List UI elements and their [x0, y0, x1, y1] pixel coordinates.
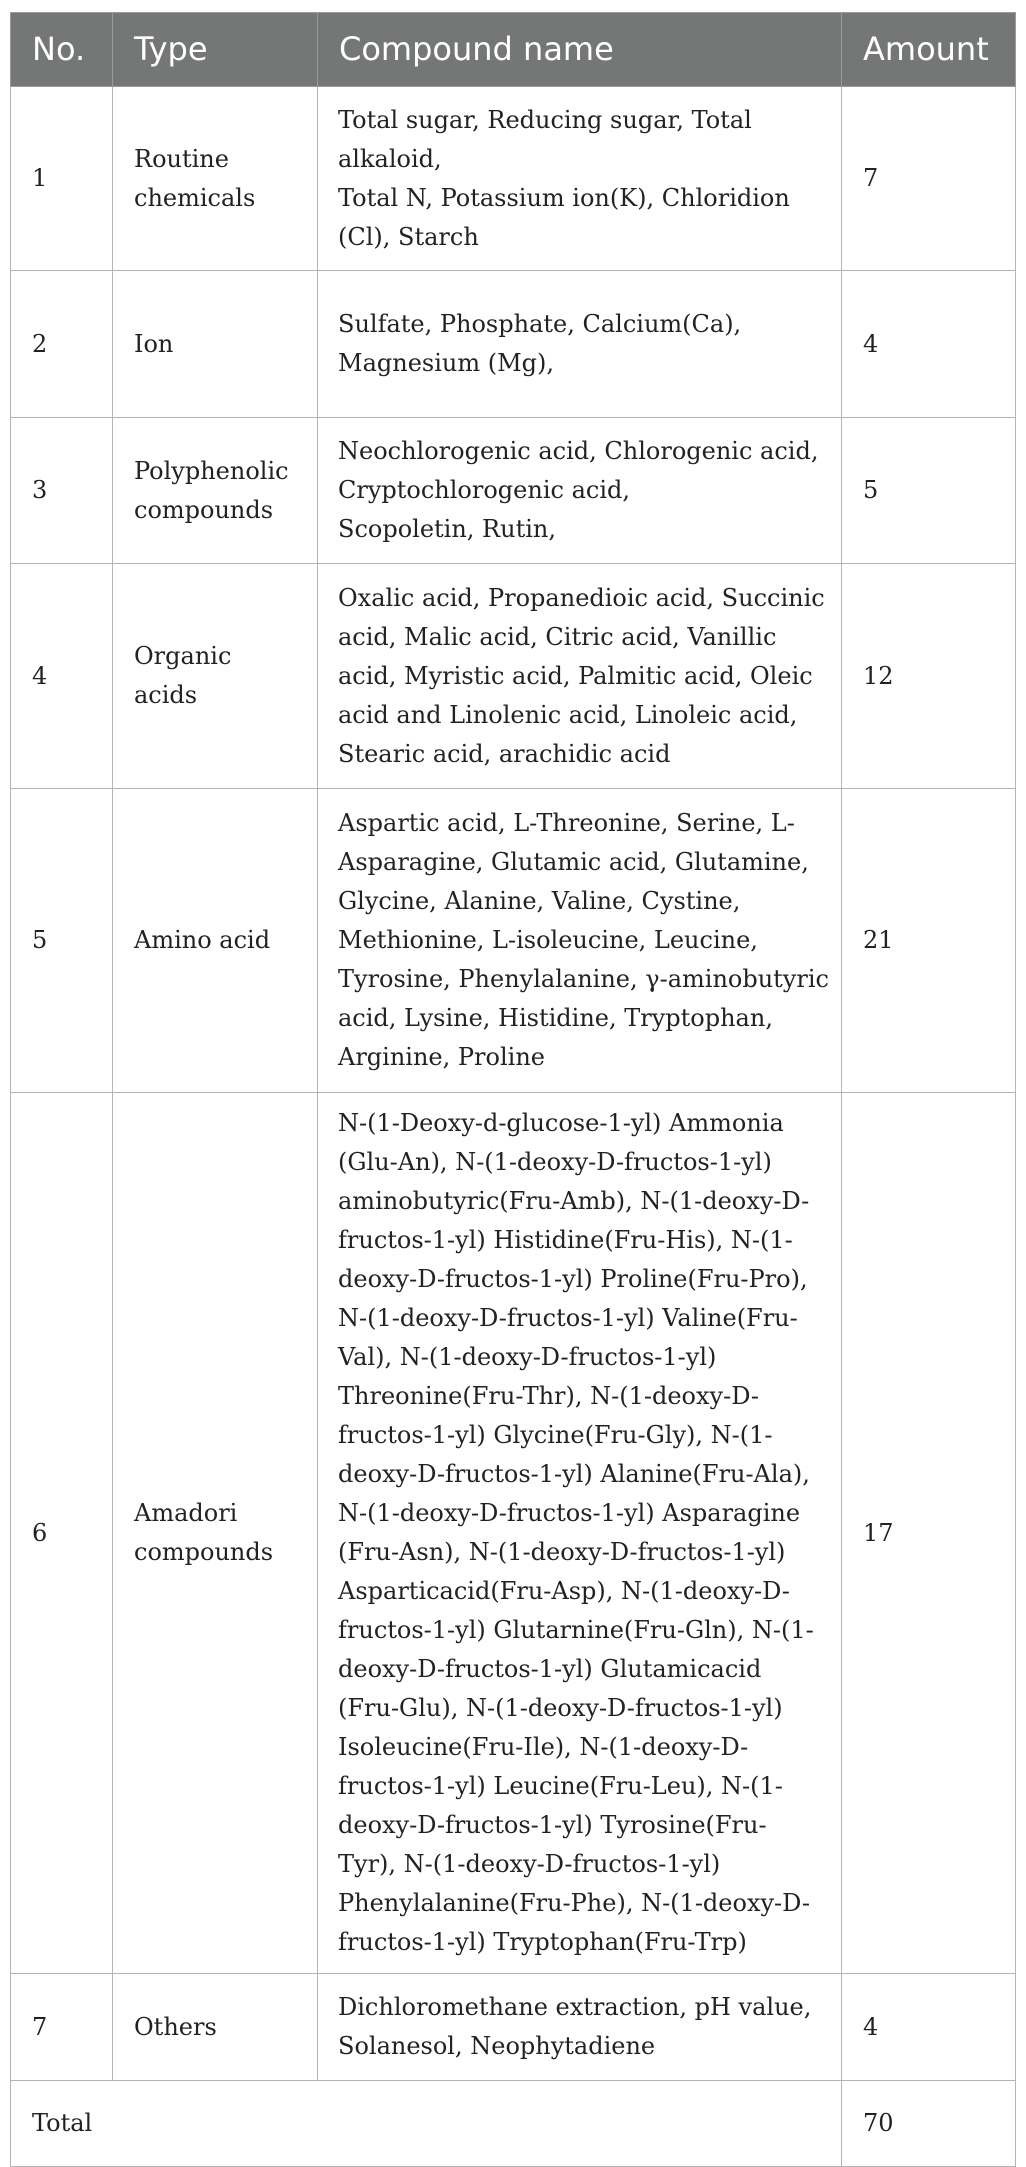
row-type — [113, 1093, 318, 1974]
row-compound-name — [318, 271, 842, 418]
row-type — [113, 87, 318, 271]
table-body — [11, 87, 1016, 2167]
compound-line: Asparticacid(Fru-Asp), N-(1-deoxy-D- — [338, 1577, 790, 1605]
row-compound-name — [318, 1093, 842, 1974]
compound-line: (Fru-Glu), N-(1-deoxy-D-fructos-1-yl) — [338, 1694, 783, 1722]
compound-line: deoxy-D-fructos-1-yl) Glutamicacid — [338, 1655, 762, 1683]
compound-line: fructos-1-yl) Glutarnine(Fru-Gln), N-(1- — [338, 1616, 814, 1644]
table-header — [11, 13, 1016, 87]
row-amount: 17 — [842, 1093, 1016, 1974]
compound-line: Phenylalanine(Fru-Phe), N-(1-deoxy-D- — [338, 1889, 810, 1917]
table-row — [11, 418, 1016, 564]
compound-line: Magnesium (Mg), — [338, 349, 555, 377]
total-amount: 70 — [842, 2081, 1016, 2167]
compound-line: N-(1-Deoxy-d-glucose-1-yl) Ammonia — [338, 1109, 784, 1137]
header-type: Type — [113, 13, 318, 87]
row-amount: 5 — [842, 418, 1016, 564]
row-no: 5 — [11, 789, 113, 1093]
compound-line: aminobutyric(Fru-Amb), N-(1-deoxy-D- — [338, 1187, 810, 1215]
compound-line: acid, Myristic acid, Palmitic acid, Oleic — [338, 661, 813, 690]
compound-line: Sulfate, Phosphate, Calcium(Ca), — [338, 310, 742, 338]
compound-line: Cryptochlorogenic acid, — [338, 476, 630, 504]
compound-line: alkaloid, — [338, 144, 442, 173]
compound-line: Glycine, Alanine, Valine, Cystine, — [338, 887, 741, 915]
compound-line: fructos-1-yl) Histidine(Fru-His), N-(1- — [338, 1226, 793, 1254]
row-amount: 21 — [842, 789, 1016, 1093]
header-amount: Amount — [842, 13, 1016, 87]
table-row — [11, 564, 1016, 789]
compound-line: fructos-1-yl) Leucine(Fru-Leu), N-(1- — [338, 1772, 783, 1800]
compound-line: deoxy-D-fructos-1-yl) Alanine(Fru-Ala), — [338, 1460, 810, 1488]
compound-line: Solanesol, Neophytadiene — [338, 2032, 656, 2060]
table-row — [11, 87, 1016, 271]
compound-line: Isoleucine(Fru-Ile), N-(1-deoxy-D- — [338, 1733, 749, 1761]
compound-line: acid and Linolenic acid, Linoleic acid, — [338, 700, 798, 729]
compound-line: fructos-1-yl) Glycine(Fru-Gly), N-(1- — [338, 1421, 773, 1449]
compound-line: Oxalic acid, Propanedioic acid, Succinic — [338, 583, 825, 612]
compound-line: (Glu-An), N-(1-deoxy-D-fructos-1-yl) — [338, 1148, 772, 1176]
row-type — [113, 789, 318, 1093]
type-line: chemicals — [134, 183, 256, 212]
table-row — [11, 789, 1016, 1093]
compound-line: Val), N-(1-deoxy-D-fructos-1-yl) — [338, 1343, 717, 1371]
compound-line: Total sugar, Reducing sugar, Total — [338, 105, 752, 134]
compound-line: deoxy-D-fructos-1-yl) Proline(Fru-Pro), — [338, 1265, 808, 1293]
type-line: compounds — [134, 495, 274, 524]
table-row — [11, 271, 1016, 418]
row-no: 2 — [11, 271, 113, 418]
compound-line: acid, Malic acid, Citric acid, Vanillic — [338, 622, 777, 651]
compound-line: Neochlorogenic acid, Chlorogenic acid, — [338, 437, 819, 465]
compound-line: Arginine, Proline — [338, 1043, 545, 1071]
compound-line: Total N, Potassium ion(K), Chloridion — [338, 183, 790, 212]
type-line: Amadori — [134, 1499, 238, 1527]
row-amount: 12 — [842, 564, 1016, 789]
compound-line: Tyrosine, Phenylalanine, γ-aminobutyric — [338, 965, 829, 993]
compound-line: Aspartic acid, L-Threonine, Serine, L- — [338, 809, 795, 837]
header-compound-name: Compound name — [318, 13, 842, 87]
row-amount: 4 — [842, 1974, 1016, 2081]
type-line: Polyphenolic — [134, 456, 289, 485]
compound-line: N-(1-deoxy-D-fructos-1-yl) Valine(Fru- — [338, 1304, 798, 1332]
compound-line: Threonine(Fru-Thr), N-(1-deoxy-D- — [338, 1382, 760, 1410]
type-line: Organic — [134, 642, 232, 670]
type-line: Routine — [134, 144, 229, 173]
row-no: 7 — [11, 1974, 113, 2081]
row-no: 4 — [11, 564, 113, 789]
row-compound-name — [318, 789, 842, 1093]
compound-line: acid, Lysine, Histidine, Tryptophan, — [338, 1004, 773, 1032]
row-amount: 4 — [842, 271, 1016, 418]
compound-line: fructos-1-yl) Tryptophan(Fru-Trp) — [338, 1928, 747, 1956]
row-no: 6 — [11, 1093, 113, 1974]
compound-line: Stearic acid, arachidic acid — [338, 739, 671, 768]
compound-table-container — [10, 12, 1015, 2167]
type-line: Ion — [134, 329, 174, 358]
row-compound-name — [318, 564, 842, 789]
compound-line: Asparagine, Glutamic acid, Glutamine, — [338, 848, 809, 876]
compound-line: N-(1-deoxy-D-fructos-1-yl) Asparagine — [338, 1499, 801, 1527]
row-amount: 7 — [842, 87, 1016, 271]
row-compound-name — [318, 418, 842, 564]
row-no: 3 — [11, 418, 113, 564]
row-type — [113, 1974, 318, 2081]
compound-line: (Fru-Asn), N-(1-deoxy-D-fructos-1-yl) — [338, 1538, 786, 1566]
row-type — [113, 271, 318, 418]
row-compound-name — [318, 1974, 842, 2081]
type-line: compounds — [134, 1538, 274, 1566]
row-type — [113, 418, 318, 564]
total-row — [11, 2081, 1016, 2167]
header-row — [11, 13, 1016, 87]
type-line: Others — [134, 2012, 217, 2041]
row-type — [113, 564, 318, 789]
compound-line: Methionine, L-isoleucine, Leucine, — [338, 926, 758, 954]
compound-line: deoxy-D-fructos-1-yl) Tyrosine(Fru- — [338, 1811, 767, 1839]
row-compound-name — [318, 87, 842, 271]
compound-line: Dichloromethane extraction, pH value, — [338, 1993, 812, 2021]
header-no: No. — [11, 13, 113, 87]
compound-line: Tyr), N-(1-deoxy-D-fructos-1-yl) — [338, 1850, 721, 1878]
table-row — [11, 1093, 1016, 1974]
type-line: Amino acid — [134, 926, 271, 954]
type-line: acids — [134, 681, 198, 709]
table-row — [11, 1974, 1016, 2081]
row-no: 1 — [11, 87, 113, 271]
total-label: Total — [11, 2081, 842, 2167]
compound-table — [10, 12, 1016, 2167]
compound-line: (Cl), Starch — [338, 222, 479, 251]
compound-line: Scopoletin, Rutin, — [338, 515, 556, 543]
